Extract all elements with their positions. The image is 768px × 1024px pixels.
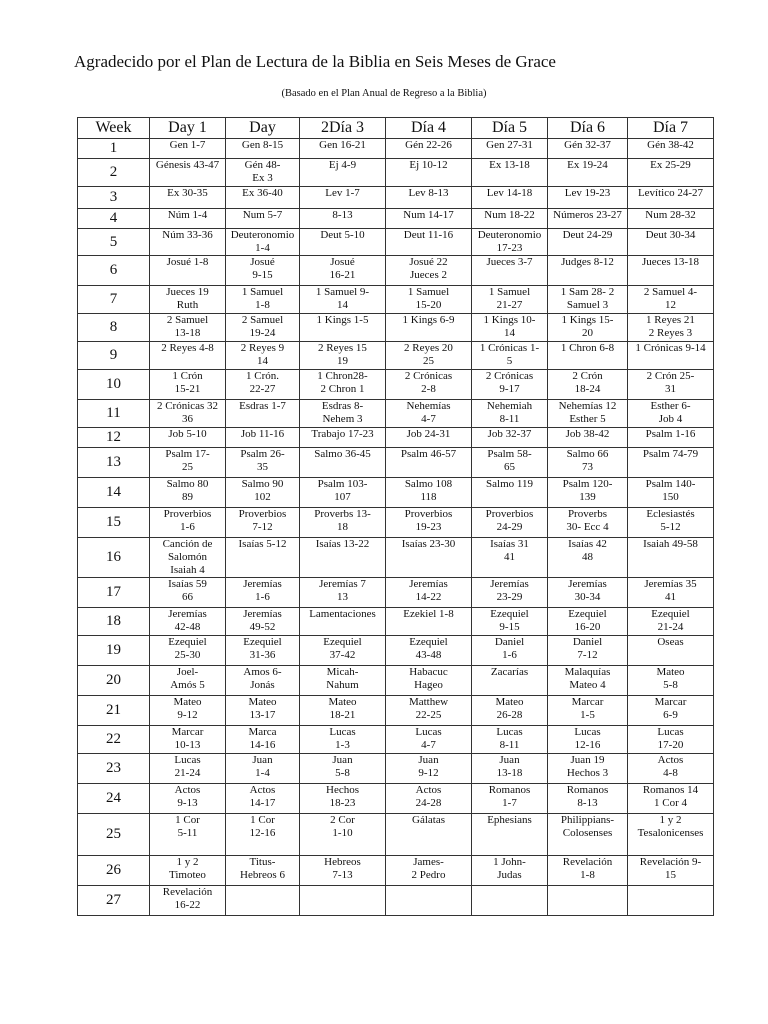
reading-cell: 1 Sam 28- 2 Samuel 3 bbox=[548, 286, 628, 314]
table-row bbox=[78, 400, 714, 428]
reading-cell: 2 Crón 18-24 bbox=[548, 370, 628, 400]
reading-cell: Salmo 66 73 bbox=[548, 448, 628, 478]
table-row bbox=[78, 256, 714, 286]
reading-cell: Núm 33-36 bbox=[150, 229, 226, 256]
reading-cell: Juan 5-8 bbox=[300, 754, 386, 784]
reading-cell: 1 Cor 5-11 bbox=[150, 814, 226, 856]
reading-cell: Actos 14-17 bbox=[226, 784, 300, 814]
reading-cell: Lucas 17-20 bbox=[628, 726, 714, 754]
reading-cell: Malaquías Mateo 4 bbox=[548, 666, 628, 696]
reading-cell bbox=[472, 886, 548, 916]
reading-cell: Proverbios 19-23 bbox=[386, 508, 472, 538]
reading-cell: Ezequiel 16-20 bbox=[548, 608, 628, 636]
reading-cell: Ex 19-24 bbox=[548, 159, 628, 187]
week-number: 12 bbox=[78, 428, 150, 448]
reading-cell: Num 5-7 bbox=[226, 209, 300, 229]
reading-cell: Ezequiel 31-36 bbox=[226, 636, 300, 666]
week-number: 23 bbox=[78, 754, 150, 784]
reading-cell: Num 14-17 bbox=[386, 209, 472, 229]
table-row bbox=[78, 187, 714, 209]
reading-cell: Psalm 46-57 bbox=[386, 448, 472, 478]
table-row bbox=[78, 608, 714, 636]
reading-cell: Lucas 1-3 bbox=[300, 726, 386, 754]
reading-cell: Revelación 1-8 bbox=[548, 856, 628, 886]
header-row bbox=[78, 118, 714, 139]
reading-cell: Lamentaciones bbox=[300, 608, 386, 636]
reading-cell: Gen 1-7 bbox=[150, 139, 226, 159]
week-number: 15 bbox=[78, 508, 150, 538]
table-row bbox=[78, 508, 714, 538]
reading-cell: 1 Kings 1-5 bbox=[300, 314, 386, 342]
reading-cell: Psalm 1-16 bbox=[628, 428, 714, 448]
week-number: 4 bbox=[78, 209, 150, 229]
table-row bbox=[78, 478, 714, 508]
reading-cell: Josué 16-21 bbox=[300, 256, 386, 286]
week-number: 21 bbox=[78, 696, 150, 726]
reading-cell: 1 Chron28- 2 Chron 1 bbox=[300, 370, 386, 400]
reading-cell: Hechos 18-23 bbox=[300, 784, 386, 814]
reading-cell: Gen 8-15 bbox=[226, 139, 300, 159]
reading-cell: Nehemías 4-7 bbox=[386, 400, 472, 428]
week-number: 27 bbox=[78, 886, 150, 916]
table-row bbox=[78, 286, 714, 314]
reading-cell: Isaías 59 66 bbox=[150, 578, 226, 608]
week-number: 25 bbox=[78, 814, 150, 856]
reading-cell: Isaías 13-22 bbox=[300, 538, 386, 578]
reading-cell: Philippians- Colosenses bbox=[548, 814, 628, 856]
reading-cell: Proverbios 7-12 bbox=[226, 508, 300, 538]
reading-cell: Lucas 21-24 bbox=[150, 754, 226, 784]
week-number: 14 bbox=[78, 478, 150, 508]
reading-cell: Psalm 58- 65 bbox=[472, 448, 548, 478]
reading-cell bbox=[628, 886, 714, 916]
reading-cell: Lucas 12-16 bbox=[548, 726, 628, 754]
week-number: 8 bbox=[78, 314, 150, 342]
reading-cell: Lev 14-18 bbox=[472, 187, 548, 209]
reading-cell: Revelación 16-22 bbox=[150, 886, 226, 916]
week-number: 26 bbox=[78, 856, 150, 886]
header-day-3: 2Día 3 bbox=[300, 118, 386, 139]
reading-cell: Salmo 108 118 bbox=[386, 478, 472, 508]
week-number: 5 bbox=[78, 229, 150, 256]
reading-cell: Gén 38-42 bbox=[628, 139, 714, 159]
reading-cell: 1 Samuel 15-20 bbox=[386, 286, 472, 314]
reading-cell: Deut 24-29 bbox=[548, 229, 628, 256]
table-row bbox=[78, 428, 714, 448]
reading-cell: Psalm 26- 35 bbox=[226, 448, 300, 478]
reading-cell: Jeremías 14-22 bbox=[386, 578, 472, 608]
table-row bbox=[78, 754, 714, 784]
week-number: 13 bbox=[78, 448, 150, 478]
reading-cell: Jeremías 23-29 bbox=[472, 578, 548, 608]
week-number: 24 bbox=[78, 784, 150, 814]
reading-cell: Jeremías 1-6 bbox=[226, 578, 300, 608]
reading-cell: 1 Kings 15- 20 bbox=[548, 314, 628, 342]
week-number: 1 bbox=[78, 139, 150, 159]
reading-cell: Salmo 90 102 bbox=[226, 478, 300, 508]
reading-cell: Jueces 13-18 bbox=[628, 256, 714, 286]
reading-cell: Gén 32-37 bbox=[548, 139, 628, 159]
reading-cell: Josué 9-15 bbox=[226, 256, 300, 286]
reading-cell: Ex 13-18 bbox=[472, 159, 548, 187]
reading-cell: 1 Samuel 9- 14 bbox=[300, 286, 386, 314]
reading-cell: Salmo 80 89 bbox=[150, 478, 226, 508]
reading-cell: Micah- Nahum bbox=[300, 666, 386, 696]
table-row bbox=[78, 370, 714, 400]
header-day-7: Día 7 bbox=[628, 118, 714, 139]
week-number: 10 bbox=[78, 370, 150, 400]
reading-cell bbox=[548, 886, 628, 916]
reading-cell: Marcar 1-5 bbox=[548, 696, 628, 726]
reading-cell: 2 Reyes 9 14 bbox=[226, 342, 300, 370]
reading-cell: Jueces 3-7 bbox=[472, 256, 548, 286]
reading-cell: Mateo 9-12 bbox=[150, 696, 226, 726]
reading-cell: 2 Samuel 4- 12 bbox=[628, 286, 714, 314]
reading-cell: Psalm 74-79 bbox=[628, 448, 714, 478]
reading-cell: Isaiah 49-58 bbox=[628, 538, 714, 578]
reading-cell: Job 38-42 bbox=[548, 428, 628, 448]
reading-cell: 1 Cor 12-16 bbox=[226, 814, 300, 856]
reading-cell: Psalm 120- 139 bbox=[548, 478, 628, 508]
reading-cell: Ex 30-35 bbox=[150, 187, 226, 209]
reading-cell: Gálatas bbox=[386, 814, 472, 856]
header-day-4: Día 4 bbox=[386, 118, 472, 139]
reading-cell: 1 Samuel 1-8 bbox=[226, 286, 300, 314]
reading-cell: Josué 22 Jueces 2 bbox=[386, 256, 472, 286]
table-row bbox=[78, 696, 714, 726]
table-row bbox=[78, 229, 714, 256]
reading-cell: Jeremías 30-34 bbox=[548, 578, 628, 608]
reading-cell: Mateo 5-8 bbox=[628, 666, 714, 696]
reading-cell: Ej 10-12 bbox=[386, 159, 472, 187]
reading-cell: Mateo 13-17 bbox=[226, 696, 300, 726]
reading-cell: Ex 36-40 bbox=[226, 187, 300, 209]
table-row bbox=[78, 448, 714, 478]
reading-cell: Salmo 36-45 bbox=[300, 448, 386, 478]
reading-cell: 2 Crónicas 32 36 bbox=[150, 400, 226, 428]
reading-cell: 1 Reyes 21 2 Reyes 3 bbox=[628, 314, 714, 342]
reading-cell: Deut 11-16 bbox=[386, 229, 472, 256]
reading-cell: 2 Reyes 4-8 bbox=[150, 342, 226, 370]
reading-cell: Gen 27-31 bbox=[472, 139, 548, 159]
reading-cell: Gén 22-26 bbox=[386, 139, 472, 159]
reading-cell: Num 28-32 bbox=[628, 209, 714, 229]
reading-cell: Actos 4-8 bbox=[628, 754, 714, 784]
reading-cell bbox=[226, 886, 300, 916]
reading-cell: Levítico 24-27 bbox=[628, 187, 714, 209]
reading-cell: Proverbios 24-29 bbox=[472, 508, 548, 538]
table-row bbox=[78, 666, 714, 696]
reading-cell: Joel- Amós 5 bbox=[150, 666, 226, 696]
week-number: 17 bbox=[78, 578, 150, 608]
reading-cell: Gén 48- Ex 3 bbox=[226, 159, 300, 187]
reading-cell: Ezequiel 21-24 bbox=[628, 608, 714, 636]
reading-cell: 1 Chron 6-8 bbox=[548, 342, 628, 370]
reading-cell: Proverbios 1-6 bbox=[150, 508, 226, 538]
reading-cell: Juan 19 Hechos 3 bbox=[548, 754, 628, 784]
reading-cell: Romanos 14 1 Cor 4 bbox=[628, 784, 714, 814]
reading-cell: Revelación 9- 15 bbox=[628, 856, 714, 886]
table-row bbox=[78, 342, 714, 370]
week-number: 6 bbox=[78, 256, 150, 286]
reading-cell: Proverbs 13- 18 bbox=[300, 508, 386, 538]
week-number: 3 bbox=[78, 187, 150, 209]
reading-cell: Nehemiah 8-11 bbox=[472, 400, 548, 428]
reading-cell: 1 y 2 Timoteo bbox=[150, 856, 226, 886]
reading-cell: Psalm 103- 107 bbox=[300, 478, 386, 508]
reading-cell: Isaías 42 48 bbox=[548, 538, 628, 578]
reading-cell: Romanos 8-13 bbox=[548, 784, 628, 814]
reading-cell: Deuteronomio 17-23 bbox=[472, 229, 548, 256]
reading-cell: Proverbs 30- Ecc 4 bbox=[548, 508, 628, 538]
week-number: 18 bbox=[78, 608, 150, 636]
week-number: 16 bbox=[78, 538, 150, 578]
reading-cell: Isaías 5-12 bbox=[226, 538, 300, 578]
reading-cell: Oseas bbox=[628, 636, 714, 666]
reading-cell: 1 Crón. 22-27 bbox=[226, 370, 300, 400]
reading-cell: Job 24-31 bbox=[386, 428, 472, 448]
reading-cell: Titus- Hebreos 6 bbox=[226, 856, 300, 886]
reading-cell: 1 Samuel 21-27 bbox=[472, 286, 548, 314]
reading-cell: Ezequiel 43-48 bbox=[386, 636, 472, 666]
reading-cell: 1 John- Judas bbox=[472, 856, 548, 886]
reading-cell: James- 2 Pedro bbox=[386, 856, 472, 886]
reading-cell bbox=[300, 886, 386, 916]
reading-cell: Actos 9-13 bbox=[150, 784, 226, 814]
page-subtitle: (Basado en el Plan Anual de Regreso a la Biblia) bbox=[281, 88, 487, 99]
reading-cell: Salmo 119 bbox=[472, 478, 548, 508]
table-row bbox=[78, 886, 714, 916]
reading-cell: Lev 19-23 bbox=[548, 187, 628, 209]
reading-cell: Eclesiastés 5-12 bbox=[628, 508, 714, 538]
reading-cell: Matthew 22-25 bbox=[386, 696, 472, 726]
reading-cell: Josué 1-8 bbox=[150, 256, 226, 286]
week-number: 19 bbox=[78, 636, 150, 666]
reading-cell: Deut 30-34 bbox=[628, 229, 714, 256]
reading-cell: Esther 6- Job 4 bbox=[628, 400, 714, 428]
reading-cell: Isaías 23-30 bbox=[386, 538, 472, 578]
reading-cell: 1 Crón 15-21 bbox=[150, 370, 226, 400]
reading-cell: Deuteronomio 1-4 bbox=[226, 229, 300, 256]
reading-cell: 8-13 bbox=[300, 209, 386, 229]
table-row bbox=[78, 814, 714, 856]
reading-cell: Juan 9-12 bbox=[386, 754, 472, 784]
reading-cell: Marca 14-16 bbox=[226, 726, 300, 754]
reading-cell: 1 Crónicas 9-14 bbox=[628, 342, 714, 370]
reading-cell: Ezequiel 9-15 bbox=[472, 608, 548, 636]
reading-cell: Ephesians bbox=[472, 814, 548, 856]
reading-cell: Lev 8-13 bbox=[386, 187, 472, 209]
reading-cell: Jeremías 42-48 bbox=[150, 608, 226, 636]
reading-cell bbox=[386, 886, 472, 916]
reading-cell: Jeremías 35 41 bbox=[628, 578, 714, 608]
reading-cell: 2 Crónicas 2-8 bbox=[386, 370, 472, 400]
table-row bbox=[78, 139, 714, 159]
header-week: Week bbox=[78, 118, 150, 139]
week-number: 9 bbox=[78, 342, 150, 370]
week-number: 2 bbox=[78, 159, 150, 187]
reading-cell: Juan 13-18 bbox=[472, 754, 548, 784]
reading-cell: 1 Crónicas 1- 5 bbox=[472, 342, 548, 370]
reading-cell: Jeremías 49-52 bbox=[226, 608, 300, 636]
reading-cell: Lev 1-7 bbox=[300, 187, 386, 209]
table-row bbox=[78, 159, 714, 187]
reading-cell: Mateo 18-21 bbox=[300, 696, 386, 726]
week-number: 7 bbox=[78, 286, 150, 314]
reading-cell: Psalm 140- 150 bbox=[628, 478, 714, 508]
reading-cell: Juan 1-4 bbox=[226, 754, 300, 784]
reading-cell: Ej 4-9 bbox=[300, 159, 386, 187]
reading-cell: Ezekiel 1-8 bbox=[386, 608, 472, 636]
reading-cell: 1 Kings 10- 14 bbox=[472, 314, 548, 342]
reading-cell: 1 y 2 Tesalonicenses bbox=[628, 814, 714, 856]
reading-cell: Job 11-16 bbox=[226, 428, 300, 448]
table-row bbox=[78, 578, 714, 608]
reading-cell: Ezequiel 25-30 bbox=[150, 636, 226, 666]
header-day-5: Día 5 bbox=[472, 118, 548, 139]
header-day-1: Day 1 bbox=[150, 118, 226, 139]
reading-cell: Lucas 4-7 bbox=[386, 726, 472, 754]
reading-cell: Job 5-10 bbox=[150, 428, 226, 448]
reading-cell: 2 Cor 1-10 bbox=[300, 814, 386, 856]
reading-cell: Psalm 17- 25 bbox=[150, 448, 226, 478]
reading-cell: Ex 25-29 bbox=[628, 159, 714, 187]
table-row bbox=[78, 784, 714, 814]
reading-cell: Gen 16-21 bbox=[300, 139, 386, 159]
reading-plan-table bbox=[77, 117, 714, 916]
table-row bbox=[78, 314, 714, 342]
reading-cell: 1 Kings 6-9 bbox=[386, 314, 472, 342]
reading-cell: Nehemías 12 Esther 5 bbox=[548, 400, 628, 428]
reading-cell: Marcar 6-9 bbox=[628, 696, 714, 726]
reading-cell: Judges 8-12 bbox=[548, 256, 628, 286]
reading-cell: Habacuc Hageo bbox=[386, 666, 472, 696]
table-row bbox=[78, 538, 714, 578]
reading-cell: Daniel 7-12 bbox=[548, 636, 628, 666]
reading-cell: Esdras 8- Nehem 3 bbox=[300, 400, 386, 428]
reading-cell: 2 Crónicas 9-17 bbox=[472, 370, 548, 400]
reading-cell: 2 Crón 25- 31 bbox=[628, 370, 714, 400]
reading-cell: Romanos 1-7 bbox=[472, 784, 548, 814]
week-number: 20 bbox=[78, 666, 150, 696]
reading-plan-body bbox=[78, 139, 714, 916]
reading-cell: Jueces 19 Ruth bbox=[150, 286, 226, 314]
header-day-6: Día 6 bbox=[548, 118, 628, 139]
reading-cell: 2 Samuel 13-18 bbox=[150, 314, 226, 342]
reading-cell: Canción de Salomón Isaiah 4 bbox=[150, 538, 226, 578]
reading-cell: Marcar 10-13 bbox=[150, 726, 226, 754]
reading-cell: 2 Reyes 15 19 bbox=[300, 342, 386, 370]
reading-cell: Lucas 8-11 bbox=[472, 726, 548, 754]
reading-cell: Job 32-37 bbox=[472, 428, 548, 448]
table-row bbox=[78, 726, 714, 754]
week-number: 11 bbox=[78, 400, 150, 428]
reading-cell: Trabajo 17-23 bbox=[300, 428, 386, 448]
reading-cell: 2 Samuel 19-24 bbox=[226, 314, 300, 342]
reading-cell: Deut 5-10 bbox=[300, 229, 386, 256]
reading-cell: Zacarías bbox=[472, 666, 548, 696]
reading-cell: Mateo 26-28 bbox=[472, 696, 548, 726]
reading-cell: Esdras 1-7 bbox=[226, 400, 300, 428]
reading-cell: Génesis 43-47 bbox=[150, 159, 226, 187]
week-number: 22 bbox=[78, 726, 150, 754]
reading-cell: Hebreos 7-13 bbox=[300, 856, 386, 886]
reading-cell: Amos 6- Jonás bbox=[226, 666, 300, 696]
page-title: Agradecido por el Plan de Lectura de la Biblia en Seis Meses de Grace bbox=[74, 52, 556, 71]
reading-cell: Daniel 1-6 bbox=[472, 636, 548, 666]
reading-cell: Ezequiel 37-42 bbox=[300, 636, 386, 666]
reading-cell: Num 18-22 bbox=[472, 209, 548, 229]
table-row bbox=[78, 636, 714, 666]
reading-cell: Núm 1-4 bbox=[150, 209, 226, 229]
reading-cell: Isaías 31 41 bbox=[472, 538, 548, 578]
table-row bbox=[78, 856, 714, 886]
reading-cell: Actos 24-28 bbox=[386, 784, 472, 814]
reading-cell: 2 Reyes 20 25 bbox=[386, 342, 472, 370]
header-day-2: Day bbox=[226, 118, 300, 139]
table-row bbox=[78, 209, 714, 229]
reading-cell: Jeremías 7 13 bbox=[300, 578, 386, 608]
reading-cell: Números 23-27 bbox=[548, 209, 628, 229]
